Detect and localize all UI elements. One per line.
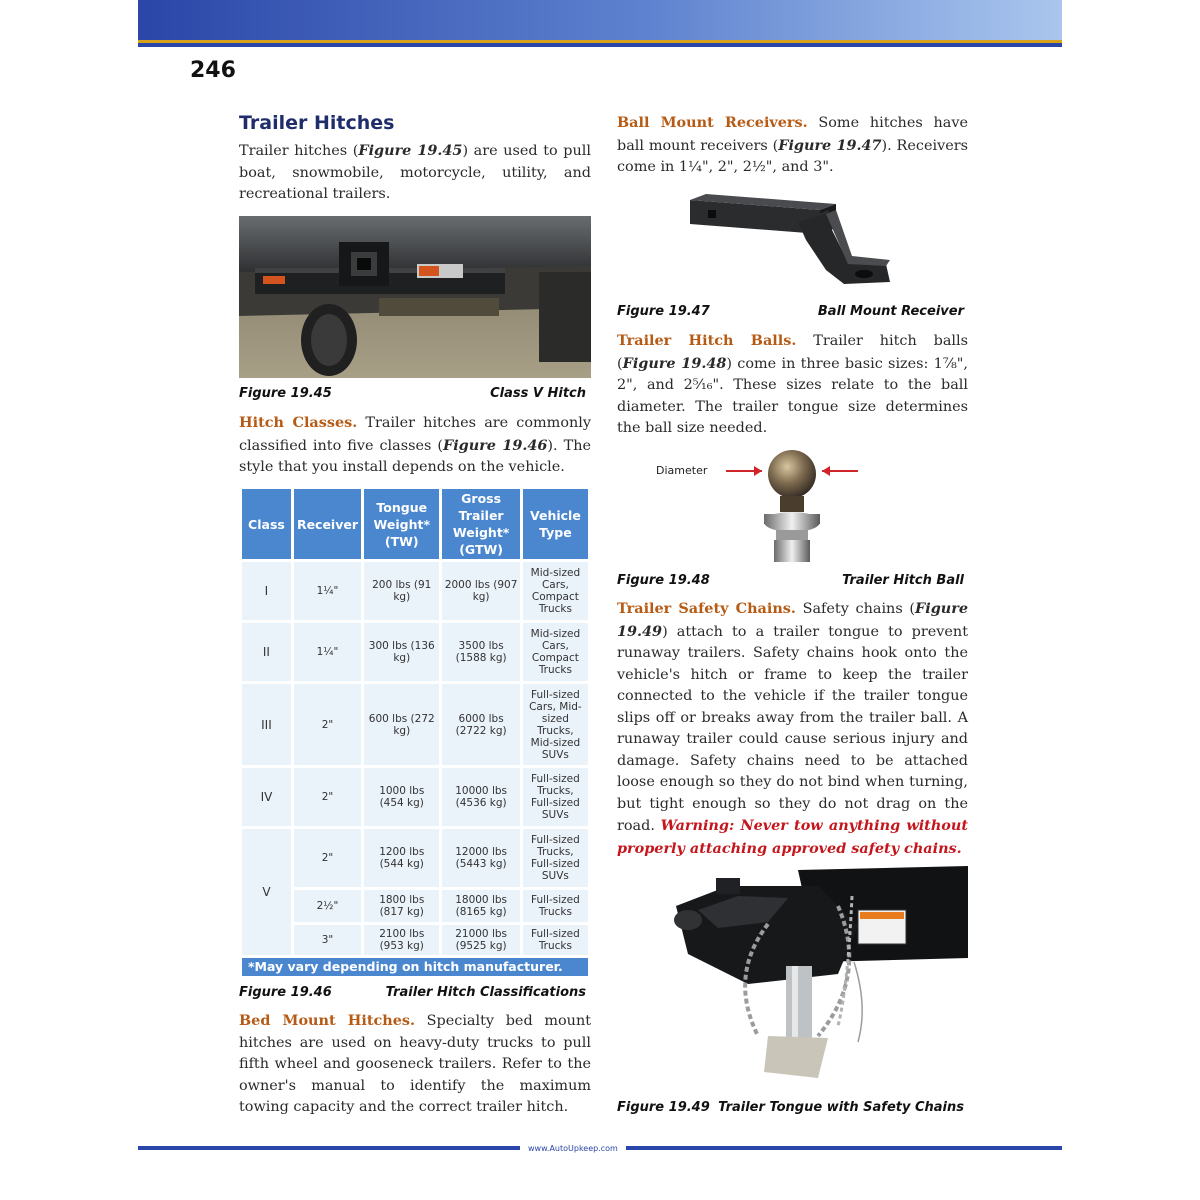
- cell-receiver: 1¼": [294, 623, 361, 681]
- cell-receiver: 2½": [294, 890, 361, 922]
- header-gross-trailer-weight: Gross Trailer Weight* (GTW): [442, 489, 519, 559]
- cell-class: II: [242, 623, 291, 681]
- cell-tw: 1000 lbs (454 kg): [364, 768, 439, 826]
- cell-gtw: 21000 lbs (9525 kg): [442, 925, 519, 955]
- table-row: [242, 925, 588, 955]
- hitch-class-table-wrapper: [239, 486, 591, 976]
- cell-vehicle: Mid-sized Cars, Compact Trucks: [523, 623, 588, 681]
- table-row: [242, 890, 588, 922]
- hitch-classes-paragraph: Hitch Classes. Trailer hitches are commonly classified into five classes (Figure 19.46). The style that you install depends on the vehicle.: [239, 414, 591, 475]
- class-v-hitch-photo: [239, 216, 591, 378]
- table-row: [242, 623, 588, 681]
- cell-tw: 600 lbs (272 kg): [364, 684, 439, 765]
- bed-mount-paragraph: Bed Mount Hitches. Specialty bed mount hitches are used on heavy-duty trucks to pull fifth wheel and gooseneck trailers. Refer to the owner's manual to identify the maximum towing capacity and the correct trailer hitch.: [239, 1012, 591, 1115]
- header-blue-rule: [138, 43, 1062, 47]
- cell-class: I: [242, 562, 291, 620]
- figure-19-47-caption: Ball Mount Receiver: [817, 304, 964, 319]
- ball-mount-paragraph: Ball Mount Receivers. Some hitches have ball mount receivers (Figure 19.47). Receivers come in 1¼", 2", 2½", and 3".: [617, 114, 968, 175]
- trailer-tongue-chains-image: [668, 866, 968, 1092]
- cell-vehicle: Mid-sized Cars, Compact Trucks: [523, 562, 588, 620]
- diameter-label: Diameter: [656, 464, 708, 477]
- cell-gtw: 6000 lbs (2722 kg): [442, 684, 519, 765]
- figure-19-49-caption: Trailer Tongue with Safety Chains: [718, 1100, 964, 1115]
- header-tongue-weight: Tongue Weight* (TW): [364, 489, 439, 559]
- table-row: [242, 684, 588, 765]
- safety-chain-warning: Warning: Never tow anything without properly attaching approved safety chains.: [617, 817, 968, 857]
- cell-receiver: 2": [294, 829, 361, 887]
- hitch-balls-paragraph: Trailer Hitch Balls. Trailer hitch balls (Figure 19.48) come in three basic sizes: 1⅞", 2", and 2⁵⁄₁₆". These sizes relate to the ball diameter. The trailer tongue size determines the ball size needed.: [617, 332, 968, 436]
- table-row: [242, 562, 588, 620]
- cell-gtw: 2000 lbs (907 kg): [442, 562, 519, 620]
- cell-tw: 300 lbs (136 kg): [364, 623, 439, 681]
- cell-gtw: 3500 lbs (1588 kg): [442, 623, 519, 681]
- table-header-row: [242, 489, 588, 559]
- figure-19-48-caption: Trailer Hitch Ball: [842, 573, 964, 588]
- figure-19-49-label: Figure 19.49: [617, 1100, 710, 1115]
- cell-tw: 1800 lbs (817 kg): [364, 890, 439, 922]
- ball-mount-receiver-image: [680, 190, 900, 298]
- cell-tw: 200 lbs (91 kg): [364, 562, 439, 620]
- cell-class: IV: [242, 768, 291, 826]
- intro-paragraph: Trailer hitches (Figure 19.45) are used to pull boat, snowmobile, motorcycle, utility, and recreational trailers.: [239, 142, 591, 202]
- cell-tw: 2100 lbs (953 kg): [364, 925, 439, 955]
- cell-class: III: [242, 684, 291, 765]
- cell-receiver: 3": [294, 925, 361, 955]
- figure-19-46-caption: Trailer Hitch Classifications: [385, 985, 586, 1000]
- hitch-ball-image: [722, 444, 862, 568]
- cell-vehicle: Full-sized Trucks: [523, 890, 588, 922]
- header-vehicle-type: Vehicle Type: [523, 489, 588, 559]
- figure-19-46-label: Figure 19.46: [239, 985, 332, 1000]
- footer-url[interactable]: www.AutoUpkeep.com: [520, 1144, 626, 1153]
- cell-class: V: [242, 829, 291, 955]
- page-number: 246: [190, 58, 236, 83]
- table-footnote: *May vary depending on hitch manufacturer.: [242, 958, 588, 976]
- safety-chains-paragraph: Trailer Safety Chains. Safety chains (Figure 19.49) attach to a trailer tongue to prevent runaway trailers. Safety chains hook onto the vehicle's hitch or frame to keep the trailer connected to the vehicle if the trailer tongue slips off or breaks away from the trailer ball. A runaway trailer could cause serious injury and damage. Safety chains need to be attached loose enough so they do not bind when turning, but tight enough so they do not drag on the road. Warning: Never tow anything without properly attaching approved safety chains.: [617, 600, 968, 857]
- section-title: Trailer Hitches: [239, 112, 395, 134]
- hitch-class-table: [239, 486, 591, 958]
- cell-receiver: 1¼": [294, 562, 361, 620]
- cell-gtw: 12000 lbs (5443 kg): [442, 829, 519, 887]
- figure-19-47-label: Figure 19.47: [617, 304, 710, 319]
- figure-19-48-label: Figure 19.48: [617, 573, 710, 588]
- cell-vehicle: Full-sized Trucks, Full-sized SUVs: [523, 829, 588, 887]
- header-gradient-bar: [138, 0, 1062, 40]
- cell-receiver: 2": [294, 684, 361, 765]
- table-row: [242, 829, 588, 887]
- figure-19-45-label: Figure 19.45: [239, 386, 332, 401]
- cell-vehicle: Full-sized Trucks, Full-sized SUVs: [523, 768, 588, 826]
- header-receiver: Receiver: [294, 489, 361, 559]
- figure-19-45-caption: Class V Hitch: [490, 386, 586, 401]
- table-row: [242, 768, 588, 826]
- cell-gtw: 10000 lbs (4536 kg): [442, 768, 519, 826]
- cell-vehicle: Full-sized Cars, Mid-sized Trucks, Mid-sized SUVs: [523, 684, 588, 765]
- cell-vehicle: Full-sized Trucks: [523, 925, 588, 955]
- cell-tw: 1200 lbs (544 kg): [364, 829, 439, 887]
- header-class: Class: [242, 489, 291, 559]
- cell-gtw: 18000 lbs (8165 kg): [442, 890, 519, 922]
- cell-receiver: 2": [294, 768, 361, 826]
